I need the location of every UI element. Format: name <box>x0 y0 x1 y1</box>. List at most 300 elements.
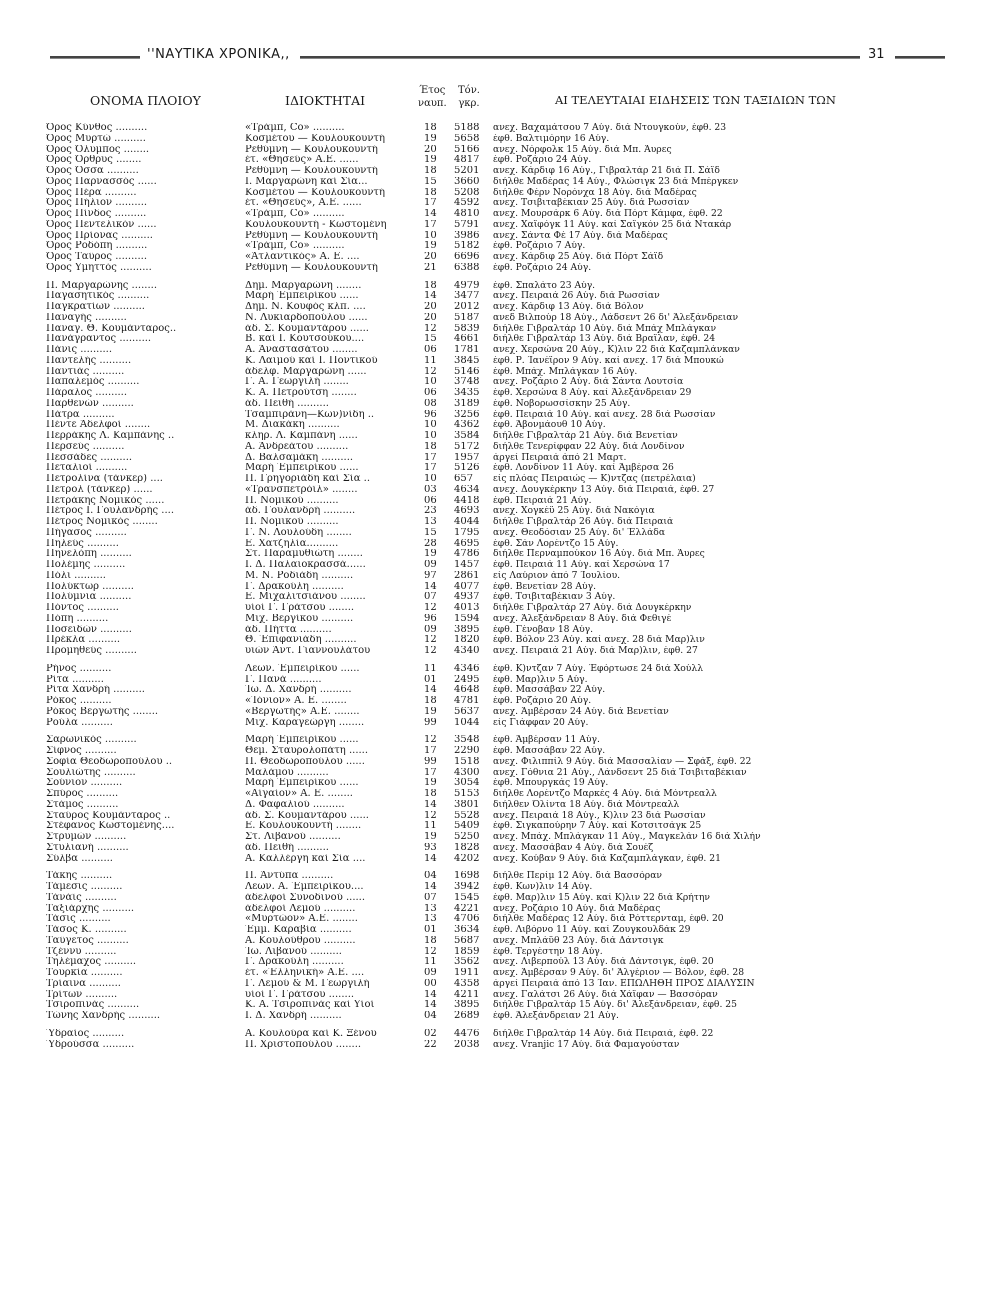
table-row <box>46 582 946 593</box>
voyage-news: ανεχ. Κάρδιφ 25 Αύγ. διά Πόρτ Σάϊδ <box>493 252 664 262</box>
table-row <box>46 549 946 560</box>
tonnage: 5839 <box>454 323 480 334</box>
ship-name: Πόντος .......... <box>46 603 119 613</box>
tonnage: 3584 <box>454 431 480 441</box>
tonnage: 4786 <box>454 549 480 560</box>
year-built: 10 <box>424 230 437 241</box>
owner: άδελφοί Λεμού .......... <box>245 903 356 914</box>
year-built: 14 <box>424 685 437 696</box>
owner: Ν. Λυκιαρδοπούλου ...... <box>245 312 368 323</box>
table-row <box>46 1029 946 1040</box>
year-built: 09 <box>424 968 437 978</box>
ship-name: Πρέκλα .......... <box>46 635 121 646</box>
tonnage: 4661 <box>454 334 480 345</box>
tonnage: 3054 <box>454 778 480 789</box>
col-header-name: ΟΝΟΜΑ ΠΛΟΙΟΥ <box>90 93 201 108</box>
tonnage: 3660 <box>454 176 480 187</box>
voyage-news: έφθ. Ροζάριο 24 Αύγ. <box>493 155 592 166</box>
tonnage: 3895 <box>454 624 480 635</box>
tonnage: 5409 <box>454 821 480 832</box>
ship-name: Όρος Υμηττός .......... <box>46 262 152 273</box>
col-header-owner: ΙΔΙΟΚΤΗΤΑΙ <box>285 93 366 108</box>
year-built: 13 <box>424 517 437 527</box>
voyage-news: ανεχ. Ροζάριο 10 Αύγ. διά Μαδέρας <box>493 903 661 914</box>
year-built: 19 <box>424 832 437 842</box>
tonnage: 1795 <box>454 527 480 538</box>
table-row <box>46 1000 946 1011</box>
ship-name: Τώνης Χανδρής .......... <box>46 1011 161 1021</box>
ship-name: Σαρωνικός .......... <box>46 735 137 746</box>
tonnage: 5146 <box>454 366 480 377</box>
tonnage: 1594 <box>454 613 480 624</box>
tonnage: 5791 <box>454 219 480 230</box>
ship-name: Παναγ. Θ. Κουμάνταρος.. <box>46 323 177 334</box>
ship-name: Πηλεύς .......... <box>46 538 119 549</box>
tonnage: 5166 <box>454 144 480 155</box>
year-built: 15 <box>424 176 437 187</box>
owner: Ι. Δ. Παλαιοκρασσά...... <box>245 560 366 570</box>
voyage-news: είς πλόας Πειραιώς — Κ)ντζας (πετρέλαια) <box>493 474 696 484</box>
ship-name: Όρος Ταΰρος .......... <box>46 252 148 262</box>
ship-name: Περσεύς .......... <box>46 441 125 452</box>
tonnage: 3942 <box>454 882 480 892</box>
table-row <box>46 914 946 925</box>
ship-name: Σίφνος .......... <box>46 746 117 756</box>
voyage-news: ανεχ. Γαλάτσι 26 Αύγ. διά Χάϊφαν — Βασσόραν <box>493 989 718 1000</box>
ship-name: Παντελής .......... <box>46 355 132 366</box>
table-row <box>46 123 946 134</box>
table-row <box>46 1040 946 1051</box>
tonnage: 3435 <box>454 388 480 398</box>
year-built: 14 <box>424 581 437 592</box>
year-built: 12 <box>424 635 437 646</box>
owner: έτ. «Έλληνική» Α.Ε. .... <box>245 968 365 978</box>
table-row <box>46 241 946 252</box>
year-built: 21 <box>424 262 437 273</box>
ship-name: Παγκρατίων .......... <box>46 302 145 312</box>
owner: Κ. Α. Τσιροπινάς καί Υίοί <box>245 1000 375 1011</box>
voyage-news: έφθ. Νοβορωσσίσκην 25 Αύγ. <box>493 398 631 409</box>
voyage-news: διήλθε Γιβραλτάρ 21 Αύγ. διά Βενετίαν <box>493 431 678 441</box>
ship-name: Πεσσάδες .......... <box>46 452 133 463</box>
owner: Γ. Δρακούλη .......... <box>245 581 344 592</box>
table-row <box>46 198 946 209</box>
tonnage: 3895 <box>454 1000 480 1011</box>
year-built: 04 <box>424 1011 437 1021</box>
ship-name: Πετρολ (τάνκερ) ...... <box>46 484 153 495</box>
table-row <box>46 517 946 528</box>
table-row <box>46 560 946 571</box>
tonnage: 3256 <box>454 409 480 420</box>
owner: «Ίόνιον» Α. Ε. ........ <box>245 696 347 706</box>
tonnage: 3189 <box>454 398 480 409</box>
ship-name: Ποσειδών .......... <box>46 624 132 635</box>
voyage-news: έφθ. Μασσάβαν 22 Αύγ. <box>493 746 606 756</box>
tonnage: 1518 <box>454 756 480 767</box>
year-built: 12 <box>424 735 437 746</box>
owner: άδ. Πειθή .......... <box>245 398 329 409</box>
year-built: 17 <box>424 452 437 463</box>
year-built: 18 <box>424 166 437 176</box>
ship-name: Σύλβα .......... <box>46 853 113 864</box>
voyage-news: ανεχ. Χερσώνα 20 Αύγ., Κ)λιν 22 διά Καζαμπλάνκαν <box>493 345 740 355</box>
voyage-news: ανεχ. Λιβερπούλ 13 Αύγ. διά Δάντσιγκ, έφθ. 20 <box>493 957 714 968</box>
tonnage: 5658 <box>454 133 480 144</box>
tonnage: 2012 <box>454 302 480 312</box>
tonnage: 1545 <box>454 892 480 903</box>
tonnage: 4476 <box>454 1028 480 1039</box>
voyage-news: έφθ. Βαλτιμόρην 16 Αύγ. <box>493 133 610 144</box>
owner: Λεων. Α. Έμπειρίκου.... <box>245 882 364 892</box>
voyage-news: έφθ. Μπουργκάς 19 Αύγ. <box>493 778 609 789</box>
year-built: 13 <box>424 903 437 914</box>
owner: Κ. Α. Πετρούτση ........ <box>245 388 357 398</box>
owner: Π. Άντύπα .......... <box>245 871 334 882</box>
table-row <box>46 209 946 220</box>
col-header-news: ΑΙ ΤΕΛΕΥΤΑΙΑΙ ΕΙΔΗΣΕΙΣ ΤΩΝ ΤΑΞΙΔΙΩΝ ΤΩΝ <box>555 93 836 107</box>
owner: άδελφοί Συνοδινού ...... <box>245 892 366 903</box>
voyage-news: ανεχ. Πειραιά 26 Αύγ. διά Ρωσσίαν <box>493 291 660 302</box>
ship-name: Όρος Παρνασσός ...... <box>46 176 157 187</box>
year-built: 09 <box>424 624 437 635</box>
table-row <box>46 925 946 936</box>
tonnage: 4817 <box>454 155 480 166</box>
year-built: 20 <box>424 252 437 262</box>
owner: Ι. Μαργαρώνη καί Σία... <box>245 176 368 187</box>
tonnage: 3801 <box>454 799 480 810</box>
table-row <box>46 302 946 313</box>
voyage-news: έφθ. Ροζάριο 20 Αύγ. <box>493 696 592 706</box>
year-built: 02 <box>424 1028 437 1039</box>
table-row <box>46 635 946 646</box>
table-row <box>46 442 946 453</box>
table-row <box>46 778 946 789</box>
table-row <box>46 145 946 156</box>
voyage-news: έφθ. Πειραιά 11 Αύγ. καί Χερσώνα 17 <box>493 560 670 570</box>
table-row <box>46 893 946 904</box>
tonnage: 4077 <box>454 581 480 592</box>
ship-name: Σούνιον .......... <box>46 778 123 789</box>
col-header-ton <box>458 84 480 110</box>
owner: Μαρή Έμπειρίκου ...... <box>245 463 359 474</box>
owner: έτ. «Θησεύς», Α.Ε. ...... <box>245 198 362 209</box>
year-built: 17 <box>424 767 437 778</box>
voyage-news: είς Λαύριον άπό 7 Ίουλίου. <box>493 570 621 581</box>
table-row <box>46 854 946 865</box>
ship-name: Τρίτων .......... <box>46 989 118 1000</box>
year-built: 14 <box>424 882 437 892</box>
table-row <box>46 134 946 145</box>
year-built: 09 <box>424 560 437 570</box>
owner: Θ. Έπιφανιάδη .......... <box>245 635 357 646</box>
tonnage: 4358 <box>454 978 480 989</box>
owner: Θεμ. Σταυρολοπάτη ...... <box>245 746 369 756</box>
table-row <box>46 968 946 979</box>
ship-name: Πάνις .......... <box>46 345 113 355</box>
owner: Στ. Λιβανού .......... <box>245 832 341 842</box>
owner: υίοί Γ. Γράτσου ........ <box>245 989 355 1000</box>
table-row <box>46 821 946 832</box>
owner: Τσαμπιράνη—Κων)νίδη .. <box>245 409 375 420</box>
year-built: 14 <box>424 853 437 864</box>
voyage-news: διήλθε Περναμπούκον 16 Αύγ. διά Μπ. Άυρες <box>493 549 705 560</box>
year-built: 13 <box>424 914 437 925</box>
owner: Γ. Λεμού & Μ. Γεωργιλή <box>245 978 370 989</box>
ship-name: Τάκης .......... <box>46 871 113 882</box>
year-built: 03 <box>424 484 437 495</box>
owner: Γ. Πανά .......... <box>245 674 322 685</box>
year-built: 14 <box>424 291 437 302</box>
year-built: 20 <box>424 302 437 312</box>
year-built: 12 <box>424 946 437 957</box>
group-gap <box>46 657 946 664</box>
ship-name: Όρος Όσσα .......... <box>46 166 139 176</box>
table-row <box>46 291 946 302</box>
owner: άδ. Γουλανδρή .......... <box>245 506 356 517</box>
tonnage: 1781 <box>454 345 480 355</box>
tonnage: 4211 <box>454 989 480 1000</box>
owner: άδ. Πήττα .......... <box>245 624 332 635</box>
group-gap <box>46 1022 946 1029</box>
owner: «Τράμπ, Co» .......... <box>245 241 345 252</box>
ship-name: Όρος Πέρα .......... <box>46 187 137 198</box>
owner: Α. Καλλέργη καί Σία .... <box>245 853 366 864</box>
owner: Ι. Δ. Χανδρή .......... <box>245 1011 342 1021</box>
table-row <box>46 155 946 166</box>
table-row <box>46 345 946 356</box>
ship-name: Στυλιανή .......... <box>46 842 129 853</box>
owner: Μιχ. Καραγεώργη ........ <box>245 717 365 728</box>
owner: Δ. Φαφαλιού .......... <box>245 799 345 810</box>
owner: Ρεθύμνη — Κουλουκουντή <box>245 144 378 155</box>
tonnage: 5188 <box>454 123 480 133</box>
year-built: 06 <box>424 345 437 355</box>
tonnage: 4706 <box>454 914 480 925</box>
year-built: 18 <box>424 441 437 452</box>
ship-name: Τάσις .......... <box>46 914 111 925</box>
owner: Μαρή Έμπειρίκου ...... <box>245 291 359 302</box>
year-built: 04 <box>424 871 437 882</box>
owner: Α. Άνδρεάτου .......... <box>245 441 349 452</box>
header-rule-right <box>300 56 860 59</box>
ship-name: Όρος Όρθρυς ........ <box>46 155 142 166</box>
voyage-news: έφθ. Μασσάβαν 22 Αύγ. <box>493 685 606 696</box>
ship-name: Πετράκης Νομικός ...... <box>46 495 165 506</box>
ship-name: Τρίαινα .......... <box>46 978 121 989</box>
owner: άδ. Σ. Κουμαντάρου ...... <box>245 323 369 334</box>
table-row <box>46 177 946 188</box>
col-header-ton-bot: γκρ. <box>458 98 480 109</box>
ship-name: Πηνελόπη .......... <box>46 549 132 560</box>
journal-title: ''ΝΑΥΤΙΚΑ ΧΡΟΝΙΚΑ,, <box>147 47 290 62</box>
ship-name: Πάτρα .......... <box>46 409 115 420</box>
owner: Α. Κουλούθρου .......... <box>245 935 356 946</box>
year-built: 00 <box>424 978 437 989</box>
table-row <box>46 603 946 614</box>
table-row <box>46 263 946 274</box>
table-row <box>46 528 946 539</box>
year-built: 11 <box>424 663 437 674</box>
col-header-year <box>418 84 447 110</box>
owner: Π. Χριστοπούλου ........ <box>245 1039 362 1050</box>
year-built: 08 <box>424 398 437 409</box>
header-rule-left <box>50 56 140 59</box>
voyage-news: διήλθε Γιβραλτάρ 27 Αύγ. διά Δουγκέρκην <box>493 603 692 613</box>
voyage-news: ανεχ. Άμβέρσαν 9 Αύγ. δι' Άλγέριον — Βόλον, έφθ. 28 <box>493 968 745 978</box>
table-row <box>46 990 946 1001</box>
table-row <box>46 367 946 378</box>
year-built: 18 <box>424 789 437 799</box>
table-row <box>46 313 946 324</box>
tonnage: 1911 <box>454 968 480 978</box>
table-row <box>46 957 946 968</box>
voyage-news: ανεχ. Πειραιά 21 Αύγ. διά Μαρ)λιν, έφθ. 27 <box>493 646 698 656</box>
tonnage: 3477 <box>454 291 480 302</box>
year-built: 18 <box>424 935 437 946</box>
voyage-news: ανεχ. Γόθνια 21 Αύγ., Λάνδσεντ 25 διά Τσιβιταβέκιαν <box>493 767 747 778</box>
tonnage: 5182 <box>454 241 480 252</box>
ship-name: Προμηθεύς .......... <box>46 646 137 656</box>
table-row <box>46 324 946 335</box>
table-row <box>46 646 946 657</box>
tonnage: 4013 <box>454 603 480 613</box>
year-built: 19 <box>424 549 437 560</box>
ship-name: Όρος Ροδόπη .......... <box>46 241 148 252</box>
owner: Μιχ. Βεργίκου .......... <box>245 613 354 624</box>
owner: Π. Θεοδωροπούλου ...... <box>245 756 365 767</box>
owner: έτ. «Θησεύς» Α.Ε. ...... <box>245 155 359 166</box>
owner: Μ. Διακάκη .......... <box>245 420 340 431</box>
voyage-news: έφθ. Πειραιά 10 Αύγ. καί ανεχ. 28 διά Ρωσσίαν <box>493 409 716 420</box>
owner: Στ. Παραμυθιώτη ........ <box>245 549 363 560</box>
owner: «Τράμπ, Co» .......... <box>245 123 345 133</box>
tonnage: 4810 <box>454 209 480 219</box>
ship-name: Τηλέμαχος .......... <box>46 957 137 968</box>
voyage-news: ανεχ. Κάρδιφ 13 Αύγ. διά Βόλον <box>493 302 644 312</box>
tonnage: 3548 <box>454 735 480 746</box>
year-built: 15 <box>424 334 437 345</box>
tonnage: 5687 <box>454 935 480 946</box>
owner: Γ. Α. Γεωργιλή ........ <box>245 377 349 388</box>
owner: Ρεθύμνη — Κουλουκουντή <box>245 230 378 241</box>
ship-name: Πάραλος .......... <box>46 388 128 398</box>
ship-name: Τάμεσις .......... <box>46 882 123 892</box>
ship-name: Όρος Κύνθος .......... <box>46 123 148 133</box>
voyage-news: έφθ. Γένοβαν 18 Αύγ. <box>493 624 594 635</box>
year-built: 12 <box>424 646 437 656</box>
year-built: 96 <box>424 409 437 420</box>
ship-name: Τάνάϊς .......... <box>46 892 117 903</box>
year-built: 93 <box>424 842 437 853</box>
voyage-news: διήλθε Γιβραλτάρ 10 Αύγ. διά Μπάχ Μπλάγκαν <box>493 323 717 334</box>
voyage-news: έφθ. Κ)ντζαν 7 Αύγ. Έφόρτωσε 24 διά Χούλλ <box>493 663 704 674</box>
owner: «Μυρτώον» Α.Ε. ........ <box>245 914 358 925</box>
year-built: 19 <box>424 241 437 252</box>
year-built: 12 <box>424 603 437 613</box>
voyage-news: έφθ. Ρ. Ίανέϊρον 9 Αύγ. καί ανεχ. 17 διά Μπουκώ <box>493 355 724 366</box>
tonnage: 2290 <box>454 746 480 756</box>
ship-name: Πανάγραντος .......... <box>46 334 152 345</box>
voyage-news: έφθ. Σπαλάτο 23 Αύγ. <box>493 280 596 291</box>
ship-name: Όρος Όλυμπος ........ <box>46 144 150 155</box>
tonnage: 1828 <box>454 842 480 853</box>
ship-name: Στάμος .......... <box>46 799 119 810</box>
year-built: 18 <box>424 696 437 706</box>
table-row <box>46 506 946 517</box>
voyage-news: ανεχ. Μουρσάρκ 6 Αύγ. διά Πόρτ Κάμφα, έφθ. 22 <box>493 209 723 219</box>
tonnage: 6388 <box>454 262 480 273</box>
voyage-news: ανεχ. Άμβέρσαν 24 Αύγ. διά Βενετίαν <box>493 706 669 717</box>
year-built: 10 <box>424 377 437 388</box>
owner: Ρεθύμνη — Κουλουκουντή <box>245 166 378 176</box>
tonnage: 3748 <box>454 377 480 388</box>
page-number: 31 <box>868 47 885 62</box>
year-built: 17 <box>424 198 437 209</box>
owner: Γ. Δρακούλη .......... <box>245 957 344 968</box>
table-row <box>46 664 946 675</box>
year-built: 20 <box>424 144 437 155</box>
voyage-news: ανεχ. Πειραιά 18 Αύγ., Κ)λιν 23 διά Ρωσσίαν <box>493 810 706 821</box>
year-built: 22 <box>424 1039 437 1050</box>
year-built: 17 <box>424 463 437 474</box>
year-built: 11 <box>424 355 437 366</box>
col-header-year-top: Έτος <box>419 85 446 96</box>
year-built: 14 <box>424 799 437 810</box>
year-built: 06 <box>424 495 437 506</box>
owner: «Τρανσπετρόϊλ» ........ <box>245 484 358 495</box>
table-row <box>46 252 946 263</box>
tonnage: 4044 <box>454 517 480 527</box>
voyage-news: έφθ. Μαρ)λιν 5 Αύγ. <box>493 674 588 685</box>
ship-name: Όρος Πρίονας .......... <box>46 230 153 241</box>
owner: Μ. Ν. Ροδιάδη .......... <box>245 570 354 581</box>
table-row <box>46 947 946 958</box>
tonnage: 3986 <box>454 230 480 241</box>
voyage-news: έφθ. Ροζάριο 24 Αύγ. <box>493 262 592 273</box>
tonnage: 6696 <box>454 252 480 262</box>
year-built: 18 <box>424 280 437 291</box>
owner: Δημ. Ν. Κουφός κλπ. .... <box>245 302 366 312</box>
tonnage: 4592 <box>454 198 480 209</box>
voyage-news: έφθ. Άβονμάουθ 10 Αύγ. <box>493 420 606 431</box>
year-built: 07 <box>424 892 437 903</box>
tonnage: 5208 <box>454 187 480 198</box>
ship-name: Πεταλιοί .......... <box>46 463 128 474</box>
col-header-year-bot: ναυπ. <box>418 98 447 109</box>
voyage-news: ανεχ. Μπάχ. Μπλάγκαν 11 Αύγ., Μαγκελάν 16 διά Χιλήν <box>493 832 761 842</box>
table-row <box>46 474 946 485</box>
ship-name: Ύδρούσσα .......... <box>46 1039 135 1050</box>
voyage-news: ανεχ. Κούβαν 9 Αύγ. διά Καζαμπλάγκαν, έφθ. 21 <box>493 853 721 864</box>
owner: υιών Άντ. Γιαννουλάτου <box>245 646 371 656</box>
ship-name: Σουλιώτης .......... <box>46 767 136 778</box>
owner: Γ. Ν. Λουλούδη ........ <box>245 527 352 538</box>
year-built: 10 <box>424 420 437 431</box>
voyage-news: έφθ. Πειραιά 21 Αύγ. <box>493 495 592 506</box>
ship-name: Τάσος Κ. .......... <box>46 925 127 935</box>
owner: Μαρή Έμπειρίκου ...... <box>245 778 359 789</box>
owner: «Άτλαντικός» Α. Ε. .... <box>245 252 360 262</box>
owner: Μαλάμου .......... <box>245 767 329 778</box>
ship-name: Ρόκος Βεργωτής ........ <box>46 706 159 717</box>
table-row <box>46 453 946 464</box>
ship-name: Περράκης Λ. Καμπάνης .. <box>46 431 175 441</box>
tonnage: 3562 <box>454 957 480 968</box>
tonnage: 4695 <box>454 538 480 549</box>
ship-name: Ρήνος .......... <box>46 663 112 674</box>
tonnage: 657 <box>454 474 474 484</box>
ship-name: Τζέννυ .......... <box>46 946 117 957</box>
